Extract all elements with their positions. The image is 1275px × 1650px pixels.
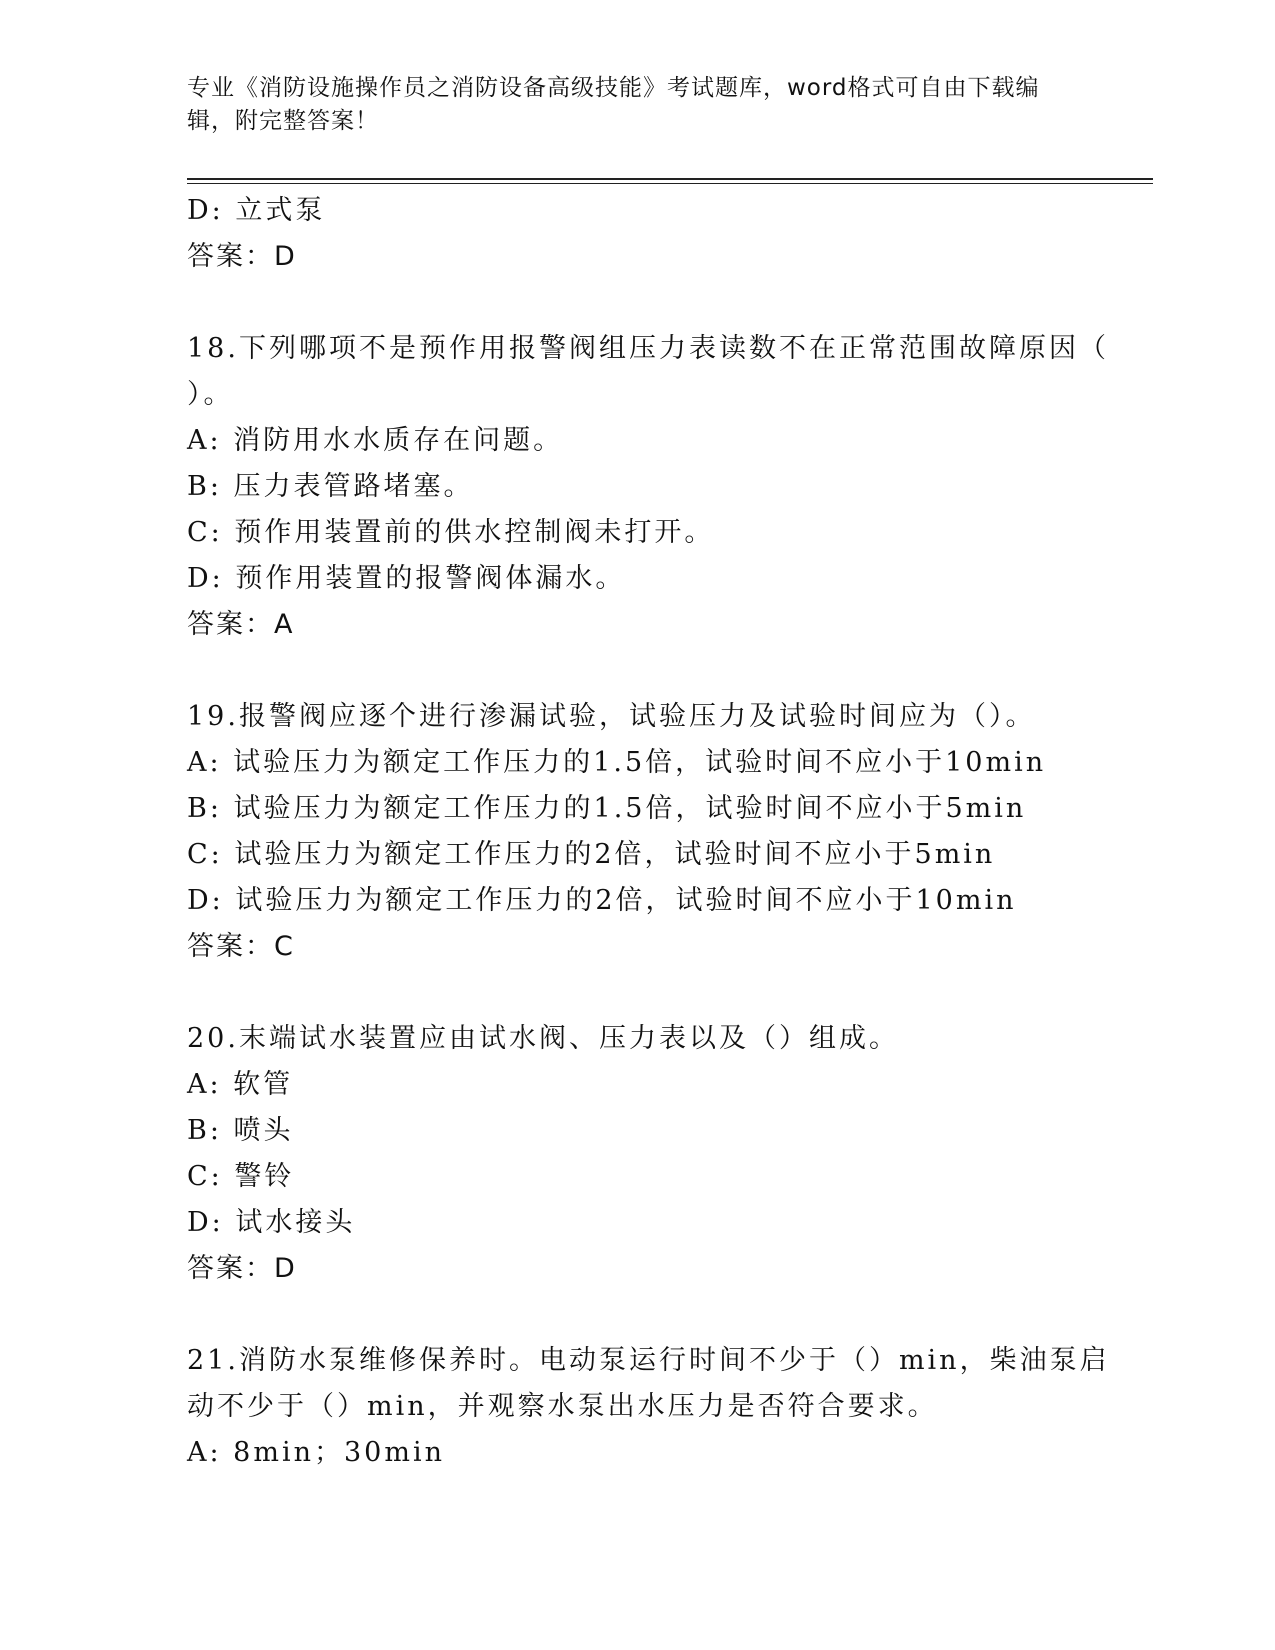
q20-stem-line-1: 20.末端试水装置应由试水阀、压力表以及（）组成。 <box>187 1023 899 1054</box>
spacer <box>187 280 1087 326</box>
q19-answer: 答案：C <box>187 931 295 962</box>
spacer <box>187 648 1087 694</box>
q19-option-b: B: 试验压力为额定工作压力的1.5倍，试验时间不应小于5min <box>187 793 1027 824</box>
q20-option-c: C: 警铃 <box>187 1161 295 1192</box>
q20-option-d: D: 试水接头 <box>187 1207 356 1238</box>
q18-option-b: B: 压力表管路堵塞。 <box>187 471 474 502</box>
q20-option-b: B: 喷头 <box>187 1115 294 1146</box>
q19-option-a: A: 试验压力为额定工作压力的1.5倍，试验时间不应小于10min <box>187 747 1047 778</box>
q18-stem-line-1: 18.下列哪项不是预作用报警阀组压力表读数不在正常范围故障原因（ <box>187 333 1109 364</box>
q19-stem-line-1: 19.报警阀应逐个进行渗漏试验，试验压力及试验时间应为（）。 <box>187 701 1036 732</box>
q18-answer: 答案：A <box>187 609 295 640</box>
question-18 <box>187 326 1109 648</box>
spacer <box>187 970 1087 1016</box>
q21-stem-line-1: 21.消防水泵维修保养时。电动泵运行时间不少于（）min，柴油泵启 <box>187 1345 1110 1376</box>
question-21 <box>187 1338 1110 1476</box>
q18-option-a: A: 消防用水水质存在问题。 <box>187 425 564 456</box>
q18-option-c: C: 预作用装置前的供水控制阀未打开。 <box>187 517 715 548</box>
document-header <box>187 72 1067 138</box>
spacer <box>187 1292 1087 1338</box>
q20-option-a: A: 软管 <box>187 1069 294 1100</box>
document-body <box>187 188 1110 1476</box>
question-19 <box>187 694 1087 970</box>
q21-option-a: A: 8min；30min <box>187 1437 445 1468</box>
header-divider-thick <box>187 178 1153 180</box>
q17-answer: 答案：D <box>187 241 297 272</box>
q20-answer: 答案：D <box>187 1253 297 1284</box>
q18-option-d: D: 预作用装置的报警阀体漏水。 <box>187 563 626 594</box>
header-line-2: 辑，附完整答案！ <box>187 108 379 134</box>
header-line-1: 专业《消防设施操作员之消防设备高级技能》考试题库，word格式可自由下载编 <box>187 75 1040 101</box>
q19-option-d: D: 试验压力为额定工作压力的2倍，试验时间不应小于10min <box>187 885 1017 916</box>
q19-option-c: C: 试验压力为额定工作压力的2倍，试验时间不应小于5min <box>187 839 996 870</box>
question-20 <box>187 1016 1087 1292</box>
q18-stem-line-2: ）。 <box>187 379 234 410</box>
q21-stem-line-2: 动不少于（）min，并观察水泵出水压力是否符合要求。 <box>187 1391 938 1422</box>
header-divider-thin <box>187 183 1153 184</box>
q17-option-d: D: 立式泵 <box>187 195 326 226</box>
